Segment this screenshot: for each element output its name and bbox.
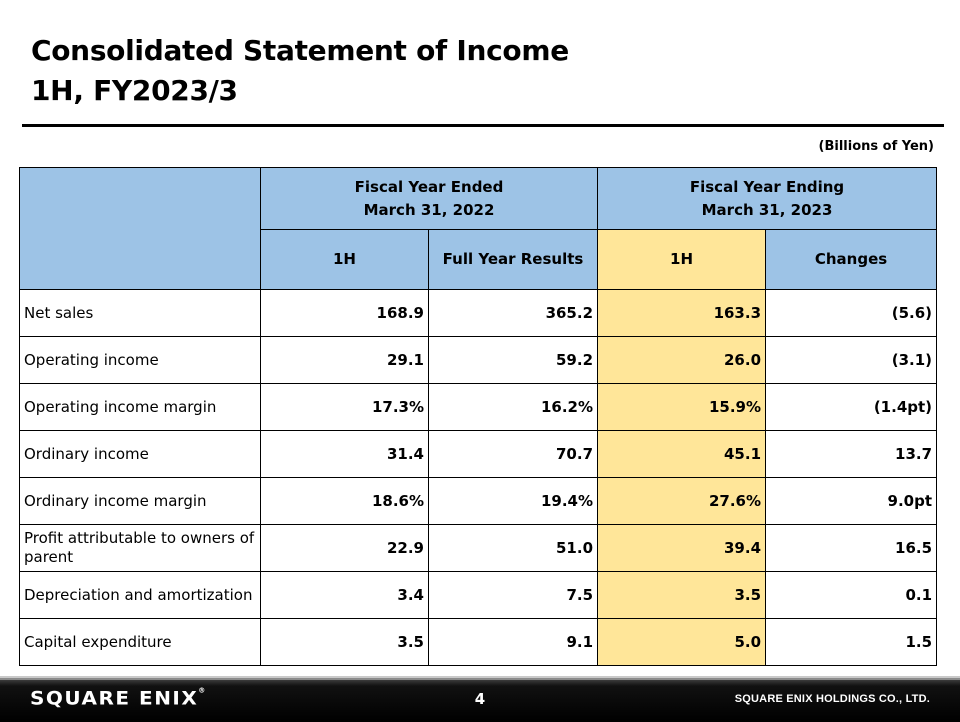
cell-value: 29.1 xyxy=(261,337,429,384)
cell-value: 9.1 xyxy=(429,619,598,666)
cell-value: 22.9 xyxy=(261,525,429,572)
table-row xyxy=(20,619,937,666)
table-corner-cell xyxy=(20,168,261,290)
cell-value: 7.5 xyxy=(429,572,598,619)
cell-value: 59.2 xyxy=(429,337,598,384)
cell-value: 3.4 xyxy=(261,572,429,619)
cell-value-highlight: 163.3 xyxy=(598,290,766,337)
group-header-fy2022-line-1: Fiscal Year Ended xyxy=(354,177,504,196)
cell-value-highlight: 39.4 xyxy=(598,525,766,572)
column-header-changes: Changes xyxy=(766,230,937,290)
row-label: Operating income margin xyxy=(20,384,261,431)
cell-value: 168.9 xyxy=(261,290,429,337)
title-divider xyxy=(22,124,944,127)
table-group-header-row xyxy=(20,168,937,230)
cell-value: 19.4% xyxy=(429,478,598,525)
cell-value-highlight: 26.0 xyxy=(598,337,766,384)
cell-value: (1.4pt) xyxy=(766,384,937,431)
page-number: 4 xyxy=(474,690,486,708)
row-label: Ordinary income margin xyxy=(20,478,261,525)
cell-value-highlight: 27.6% xyxy=(598,478,766,525)
group-header-fy2023-line-1: Fiscal Year Ending xyxy=(689,177,845,196)
square-enix-logo xyxy=(30,687,205,710)
cell-value: 0.1 xyxy=(766,572,937,619)
slide-title-line-1: Consolidated Statement of Income xyxy=(31,34,569,67)
row-label: Operating income xyxy=(20,337,261,384)
table-row xyxy=(20,572,937,619)
column-header-1h-fy2022: 1H xyxy=(261,230,429,290)
cell-value-highlight: 45.1 xyxy=(598,431,766,478)
column-header-1h-fy2023: 1H xyxy=(598,230,766,290)
table-row xyxy=(20,431,937,478)
cell-value: 16.5 xyxy=(766,525,937,572)
logo-text: SQUARE ENIX xyxy=(30,686,199,710)
group-header-fy2022 xyxy=(261,168,598,230)
cell-value: 18.6% xyxy=(261,478,429,525)
group-header-fy2023 xyxy=(598,168,937,230)
table-row xyxy=(20,290,937,337)
cell-value-highlight: 3.5 xyxy=(598,572,766,619)
cell-value: 13.7 xyxy=(766,431,937,478)
row-label: Profit attributable to owners of parent xyxy=(20,525,261,572)
row-label: Ordinary income xyxy=(20,431,261,478)
cell-value: (3.1) xyxy=(766,337,937,384)
cell-value: 31.4 xyxy=(261,431,429,478)
cell-value: 70.7 xyxy=(429,431,598,478)
units-note: (Billions of Yen) xyxy=(818,139,934,154)
slide-title xyxy=(31,31,569,111)
row-label: Depreciation and amortization xyxy=(20,572,261,619)
cell-value: 17.3% xyxy=(261,384,429,431)
company-name: SQUARE ENIX HOLDINGS CO., LTD. xyxy=(734,693,930,705)
registered-mark: ® xyxy=(198,686,206,695)
cell-value-highlight: 15.9% xyxy=(598,384,766,431)
table-row xyxy=(20,525,937,572)
table-row xyxy=(20,384,937,431)
slide-title-line-2: 1H, FY2023/3 xyxy=(31,74,238,107)
group-header-fy2023-line-2: March 31, 2023 xyxy=(701,200,833,219)
row-label: Capital expenditure xyxy=(20,619,261,666)
cell-value: 16.2% xyxy=(429,384,598,431)
cell-value: 365.2 xyxy=(429,290,598,337)
income-statement-table xyxy=(19,167,937,666)
cell-value-highlight: 5.0 xyxy=(598,619,766,666)
table-row xyxy=(20,337,937,384)
group-header-fy2022-line-2: March 31, 2022 xyxy=(363,200,495,219)
cell-value: 9.0pt xyxy=(766,478,937,525)
cell-value: 51.0 xyxy=(429,525,598,572)
cell-value: (5.6) xyxy=(766,290,937,337)
table-row xyxy=(20,478,937,525)
row-label: Net sales xyxy=(20,290,261,337)
column-header-full-year-results: Full Year Results xyxy=(429,230,598,290)
cell-value: 3.5 xyxy=(261,619,429,666)
cell-value: 1.5 xyxy=(766,619,937,666)
